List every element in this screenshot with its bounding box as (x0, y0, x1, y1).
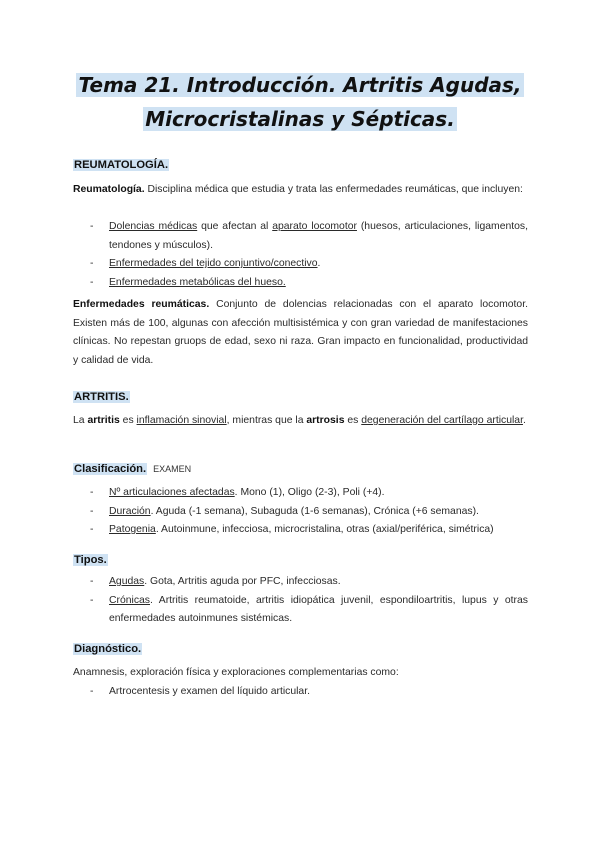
section-heading-reumatologia: REUMATOLOGÍA. (74, 159, 169, 171)
reumatologia-list (73, 218, 528, 292)
list-item: - Enfermedades del tejido conjuntivo/conectivo. (73, 255, 528, 274)
list-item: - Nº articulaciones afectadas. Mono (1), Oligo (2-3), Poli (+4). (73, 484, 528, 503)
document-title-line-2: Microcristalinas y Sépticas. (145, 107, 455, 131)
list-item: - Agudas. Gota, Artritis aguda por PFC, infecciosas. (73, 573, 528, 592)
reumatologia-definition: Reumatología. Disciplina médica que estudia y trata las enfermedades reumáticas, que incluyen: (73, 184, 523, 195)
list-item: - Duración. Aguda (-1 semana), Subaguda (1-6 semanas), Crónica (+6 semanas). (73, 503, 528, 522)
diagnostico-list (73, 683, 528, 702)
section-heading-diagnostico: Diagnóstico. (74, 643, 142, 655)
diagnostico-paragraph: Anamnesis, exploración física y exploraciones complementarias como: (73, 667, 399, 678)
section-heading-artritis: ARTRITIS. (74, 391, 129, 403)
list-item: - Artrocentesis y examen del líquido articular. (73, 683, 528, 702)
list-item: - Patogenia. Autoinmune, infecciosa, microcristalina, otras (axial/periférica, simétrica) (73, 521, 528, 540)
section-heading-tipos: Tipos. (74, 554, 107, 566)
enfermedades-reumaticas-paragraph: Enfermedades reumáticas. Conjunto de dolencias relacionadas con el aparato locomotor. Existen más de 100, algunas con afección multisistémica y con gran variedad de manifestaciones clínicas. No repestan gruops de edad, sexo ni raza. Gran impacto en funcionalidad, productividad y calidad de vida. (73, 299, 528, 366)
exam-tag: EXAMEN (153, 464, 192, 474)
document-title-line-1: Tema 21. Introducción. Artritis Agudas, (78, 73, 522, 97)
artritis-definition: La artritis es inflamación sinovial, mientras que la artrosis es degeneración del cartílago articular. (73, 415, 526, 426)
tipos-list (73, 573, 528, 629)
section-heading-clasificacion: Clasificación. EXAMEN (74, 463, 192, 475)
list-item: - Dolencias médicas que afectan al aparato locomotor (huesos, articulaciones, ligamentos, tendones y músculos). (73, 218, 528, 255)
list-item: - Crónicas. Artritis reumatoide, artritis idiopática juvenil, espondiloartritis, lupus y otras enfermedades autoinmunes sistémicas. (73, 592, 528, 629)
clasificacion-list (73, 484, 528, 540)
list-item: - Enfermedades metabólicas del hueso. (73, 274, 528, 293)
